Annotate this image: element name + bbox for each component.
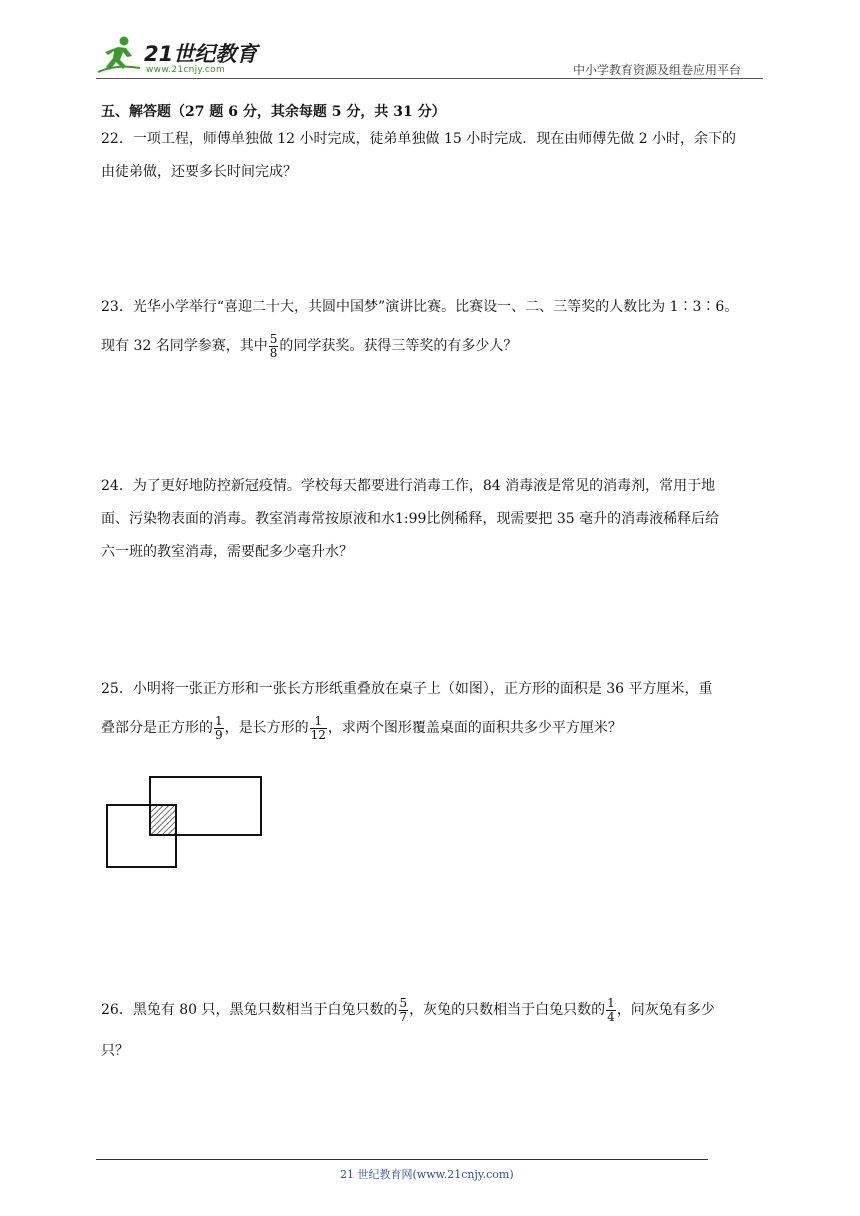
overlap-figure	[100, 772, 270, 872]
fraction-denominator: 9	[215, 727, 223, 742]
fraction-denominator: 4	[607, 1009, 615, 1024]
platform-name: 中小学教育资源及组卷应用平台	[573, 63, 742, 77]
fraction-denominator: 12	[310, 727, 326, 742]
question-25-text-b: ，是长方形的	[224, 720, 309, 736]
fraction-numerator: 1	[314, 713, 323, 728]
question-26-text-b: ，灰兔的只数相当于白兔只数的	[409, 1002, 606, 1018]
fraction-numerator: 5	[269, 331, 278, 346]
question-24-line2: 面、污染物表面的消毒。教室消毒常按原液和水1:99比例稀释，现需要把 35 毫升的消毒液稀释后给	[101, 511, 720, 527]
fraction-denominator: 7	[399, 1009, 408, 1024]
fraction-1-4	[606, 997, 616, 1024]
question-25-text-c: ，求两个图形覆盖桌面的面积共多少平方厘米？	[327, 720, 622, 736]
footer-divider	[96, 1159, 708, 1160]
footer-text: 21 世纪教育网(www.21cnjy.com)	[340, 1168, 514, 1181]
section-title: 五、解答题（27 题 6 分，其余每题 5 分，共 31 分）	[101, 104, 446, 120]
question-23-text-a: 现有 32 名同学参赛，其中	[101, 338, 268, 354]
fraction-1-9	[214, 715, 224, 742]
fraction-numerator: 5	[399, 995, 408, 1010]
question-22-line2: 由徒弟做，还要多长时间完成？	[101, 164, 297, 180]
question-24-line1: 24．为了更好地防控新冠疫情。学校每天都要进行消毒工作，84 消毒液是常见的消毒剂，常用于地	[101, 478, 716, 494]
question-26-line2: 只？	[101, 1043, 129, 1059]
fraction-5-8	[269, 333, 279, 360]
question-26-text-c: ，问灰兔有多少	[616, 1002, 715, 1018]
logo-title: 21世纪教育	[144, 42, 258, 66]
fraction-numerator: 1	[215, 713, 223, 728]
runner-logo-icon	[96, 34, 142, 76]
question-26-line1	[101, 992, 715, 1028]
header-divider	[96, 78, 763, 79]
question-23-text-b: 的同学获奖。获得三等奖的有多少人？	[279, 338, 518, 354]
question-22-line1: 22．一项工程，师傅单独做 12 小时完成，徒弟单独做 15 小时完成．现在由师傅先做 2 小时，余下的	[101, 131, 737, 147]
question-25-text-a: 叠部分是正方形的	[101, 720, 213, 736]
fraction-numerator: 1	[607, 995, 615, 1010]
overlap-region	[150, 805, 176, 835]
logo	[96, 34, 266, 78]
question-25-line1: 25．小明将一张正方形和一张长方形纸重叠放在桌子上（如图），正方形的面积是 36 平方厘米，重	[101, 681, 713, 697]
fraction-5-7	[399, 997, 409, 1024]
question-25-line2	[101, 710, 622, 746]
question-26-text-a: 26．黑兔有 80 只，黑兔只数相当于白兔只数的	[101, 1002, 398, 1018]
fraction-denominator: 8	[269, 345, 278, 360]
fraction-1-12	[310, 715, 327, 742]
logo-url: www.21cnjy.com	[146, 65, 226, 75]
question-24-line3: 六一班的教室消毒，需要配多少毫升水？	[101, 544, 353, 560]
question-23-line1: 23．光华小学举行“喜迎二十大，共圆中国梦”演讲比赛。比赛设一、二、三等奖的人数比为 1∶3∶6。	[101, 299, 739, 315]
question-23-line2	[101, 328, 517, 364]
